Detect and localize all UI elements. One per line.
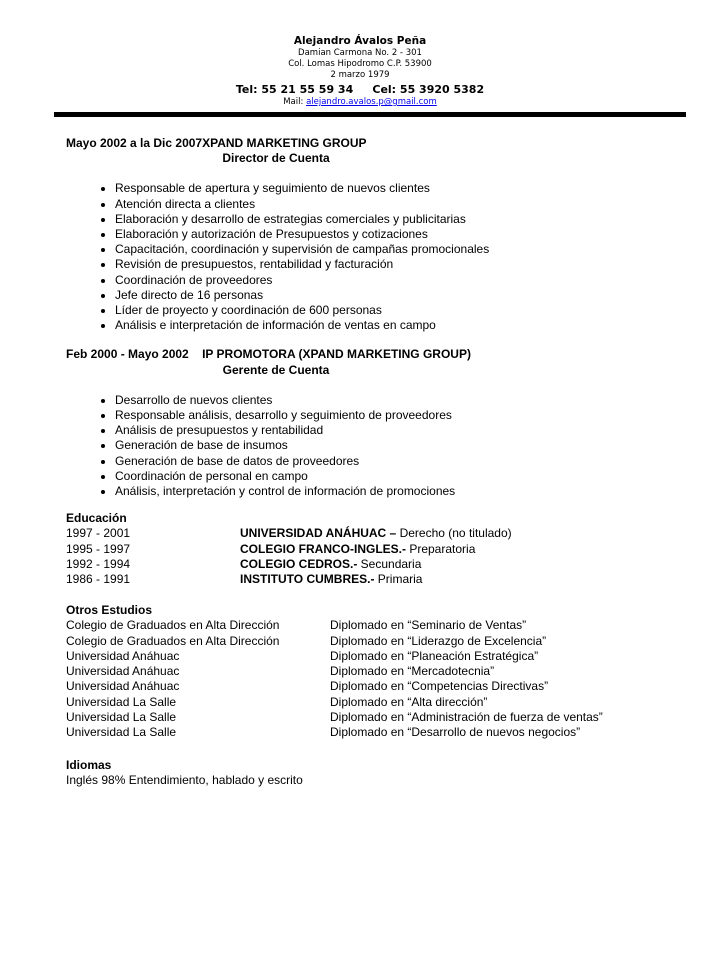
education-entry — [240, 557, 421, 572]
education-detail: Preparatoria — [406, 541, 476, 556]
education-years: 1997 - 2001 — [66, 526, 131, 541]
responsibility-item: • Análisis, interpretación y control de información de promociones — [115, 484, 690, 499]
job-title: Director de Cuenta — [222, 151, 330, 166]
header-divider — [54, 112, 686, 117]
education-institution: COLEGIO FRANCO-INGLES.- — [240, 541, 406, 556]
language-line: Inglés 98% Entendimiento, hablado y escrito — [66, 773, 303, 788]
education-years: 1986 - 1991 — [66, 572, 131, 587]
study-institution: Colegio de Graduados en Alta Dirección — [66, 618, 280, 633]
education-institution: COLEGIO CEDROS.- — [240, 556, 358, 571]
education-row — [66, 572, 690, 587]
study-institution: Universidad Anáhuac — [66, 679, 180, 694]
other-studies-row — [66, 710, 690, 725]
experience-section-2 — [66, 347, 690, 499]
education-detail: Secundaria — [357, 556, 422, 571]
study-diploma: Diplomado en “Competencias Directivas” — [330, 679, 549, 694]
languages-section — [66, 758, 690, 788]
study-institution: Universidad La Salle — [66, 709, 177, 724]
address-line2: Col. Lomas Hipodromo C.P. 53900 — [288, 59, 432, 69]
education-institution: UNIVERSIDAD ANÁHUAC – — [240, 526, 397, 541]
responsibility-item: • Análisis e interpretación de información de ventas en campo — [115, 318, 690, 333]
email-link[interactable]: alejandro.avalos.p@gmail.com — [306, 97, 437, 107]
responsibility-item: • Elaboración y desarrollo de estrategias comerciales y publicitarias — [115, 212, 690, 227]
education-years: 1992 - 1994 — [66, 556, 131, 571]
study-institution: Universidad La Salle — [66, 724, 177, 739]
other-studies-row — [66, 664, 690, 679]
other-studies-row — [66, 649, 690, 664]
experience-section-1 — [66, 136, 690, 333]
education-institution: INSTITUTO CUMBRES.- — [240, 572, 375, 587]
mail-label: Mail: — [283, 97, 307, 107]
study-institution: Colegio de Graduados en Alta Dirección — [66, 633, 280, 648]
study-diploma: Diplomado en “Alta dirección” — [330, 694, 488, 709]
education-entry — [240, 526, 512, 541]
responsibility-item: • Revisión de presupuestos, rentabilidad y facturación — [115, 257, 690, 272]
study-diploma: Diplomado en “Desarrollo de nuevos negocios” — [330, 724, 581, 739]
address-line1: Damian Carmona No. 2 - 301 — [298, 48, 422, 58]
education-row — [66, 526, 690, 541]
education-entry — [240, 572, 422, 587]
other-studies-row — [66, 679, 690, 694]
contact-header — [0, 0, 720, 108]
mail-line — [0, 96, 720, 108]
study-diploma: Diplomado en “Planeación Estratégica” — [330, 648, 539, 663]
responsibility-item: • Líder de proyecto y coordinación de 600 personas — [115, 303, 690, 318]
responsibility-item: • Responsable análisis, desarrollo y seguimiento de proveedores — [115, 408, 690, 423]
other-studies-row — [66, 634, 690, 649]
other-studies-row — [66, 618, 690, 633]
job-title: Gerente de Cuenta — [222, 362, 330, 377]
education-row — [66, 542, 690, 557]
languages-heading: Idiomas — [66, 758, 112, 773]
responsibility-item: • Jefe directo de 16 personas — [115, 288, 690, 303]
study-institution: Universidad Anáhuac — [66, 648, 180, 663]
study-institution: Universidad Anáhuac — [66, 664, 180, 679]
job-period-company: Feb 2000 - Mayo 2002 IP PROMOTORA (XPAND MARKETING GROUP) — [66, 347, 471, 362]
responsibility-item: • Generación de base de datos de proveedores — [115, 454, 690, 469]
responsibility-item: • Desarrollo de nuevos clientes — [115, 393, 690, 408]
education-row — [66, 557, 690, 572]
study-diploma: Diplomado en “Liderazgo de Excelencia” — [330, 633, 547, 648]
birth-date: 2 marzo 1979 — [330, 70, 390, 80]
responsibility-item: • Generación de base de insumos — [115, 438, 690, 453]
other-studies-row — [66, 725, 690, 740]
phone-line: Tel: 55 21 55 59 34 Cel: 55 3920 5382 — [235, 83, 485, 96]
education-heading: Educación — [66, 511, 127, 526]
study-institution: Universidad La Salle — [66, 694, 177, 709]
education-detail: Derecho (no titulado) — [396, 526, 512, 541]
study-diploma: Diplomado en “Seminario de Ventas” — [330, 618, 527, 633]
responsibility-item: • Coordinación de personal en campo — [115, 469, 690, 484]
resume-body — [66, 136, 690, 789]
responsibility-list — [66, 181, 690, 333]
education-detail: Primaria — [374, 572, 423, 587]
responsibility-item: • Coordinación de proveedores — [115, 273, 690, 288]
responsibility-list — [66, 393, 690, 499]
responsibility-item: • Capacitación, coordinación y supervisión de campañas promocionales — [115, 242, 690, 257]
job-period-company: Mayo 2002 a la Dic 2007XPAND MARKETING GROUP — [66, 136, 367, 150]
study-diploma: Diplomado en “Mercadotecnia” — [330, 664, 495, 679]
person-name: Alejandro Ávalos Peña — [293, 35, 427, 47]
other-studies-row — [66, 695, 690, 710]
responsibility-item: • Atención directa a clientes — [115, 197, 690, 212]
responsibility-item: • Elaboración y autorización de Presupuestos y cotizaciones — [115, 227, 690, 242]
study-diploma: Diplomado en “Administración de fuerza de ventas” — [330, 709, 603, 724]
other-studies-heading: Otros Estudios — [66, 603, 153, 618]
responsibility-item: • Análisis de presupuestos y rentabilidad — [115, 423, 690, 438]
education-section — [66, 511, 690, 587]
education-entry — [240, 542, 475, 557]
other-studies-section — [66, 603, 690, 740]
responsibility-item: • Responsable de apertura y seguimiento de nuevos clientes — [115, 181, 690, 196]
education-years: 1995 - 1997 — [66, 541, 131, 556]
